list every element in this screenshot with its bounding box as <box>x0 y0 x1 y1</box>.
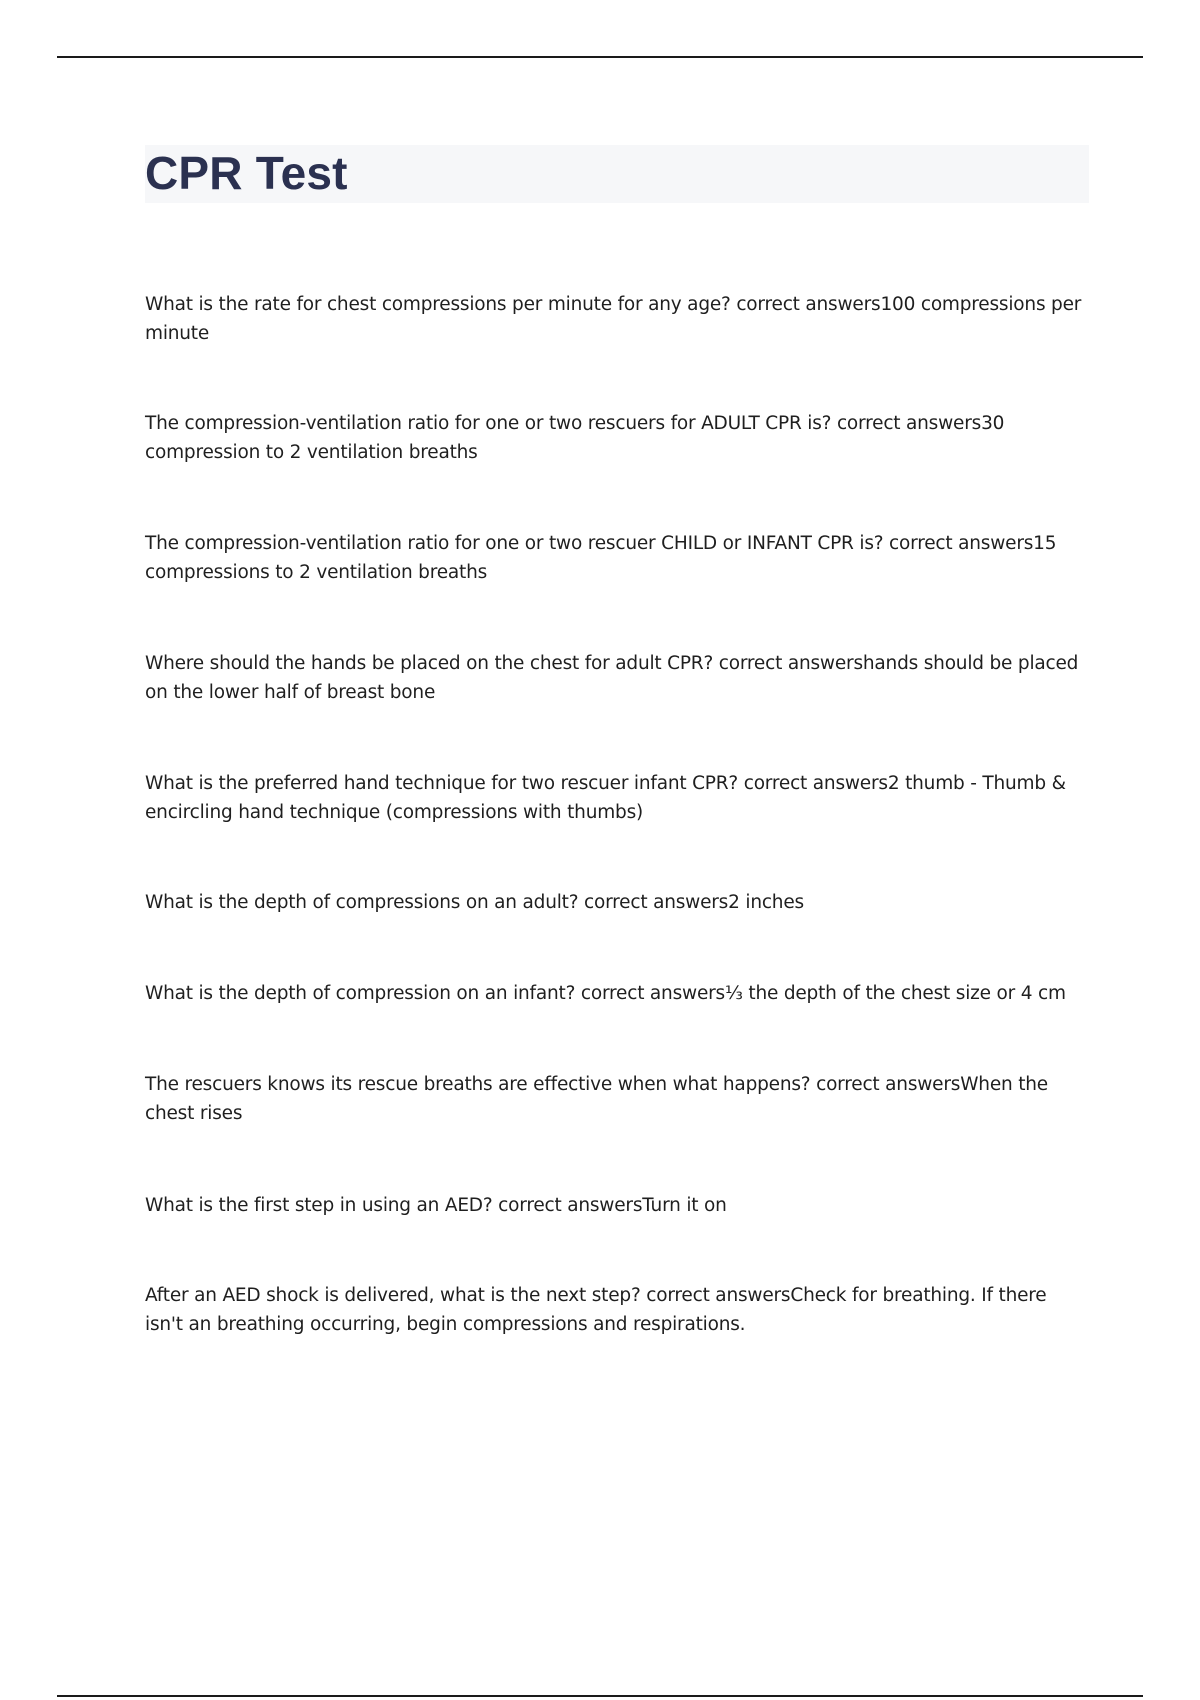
qa-item-10: After an AED shock is delivered, what is the next step? correct answersCheck for breathing. If there isn't an breathing occurring, begin compressions and respirations. <box>145 1285 1047 1335</box>
qa-item-9: What is the first step in using an AED? correct answersTurn it on <box>145 1195 727 1216</box>
qa-item-6: What is the depth of compressions on an adult? correct answers2 inches <box>145 892 804 913</box>
qa-item-5: What is the preferred hand technique for two rescuer infant CPR? correct answers2 thumb - Thumb & encircling hand technique (compressions with thumbs) <box>145 773 1066 823</box>
top-rule <box>57 56 1143 58</box>
qa-item-4: Where should the hands be placed on the chest for adult CPR? correct answershands should be placed on the lower half of breast bone <box>145 653 1079 703</box>
qa-item-3: The compression-ventilation ratio for one or two rescuer CHILD or INFANT CPR is? correct answers15 compressions to 2 ventilation breaths <box>145 533 1057 583</box>
qa-item-1: What is the rate for chest compressions per minute for any age? correct answers100 compressions per minute <box>145 294 1082 344</box>
qa-item-2: The compression-ventilation ratio for one or two rescuers for ADULT CPR is? correct answers30 compression to 2 ventilation breaths <box>145 413 1005 463</box>
bottom-rule <box>57 1695 1143 1697</box>
document-title: CPR Test <box>145 147 348 199</box>
qa-item-8: The rescuers knows its rescue breaths are effective when what happens? correct answersWhen the chest rises <box>145 1074 1048 1124</box>
qa-item-7: What is the depth of compression on an infant? correct answers⅓ the depth of the chest size or 4 cm <box>145 983 1066 1004</box>
